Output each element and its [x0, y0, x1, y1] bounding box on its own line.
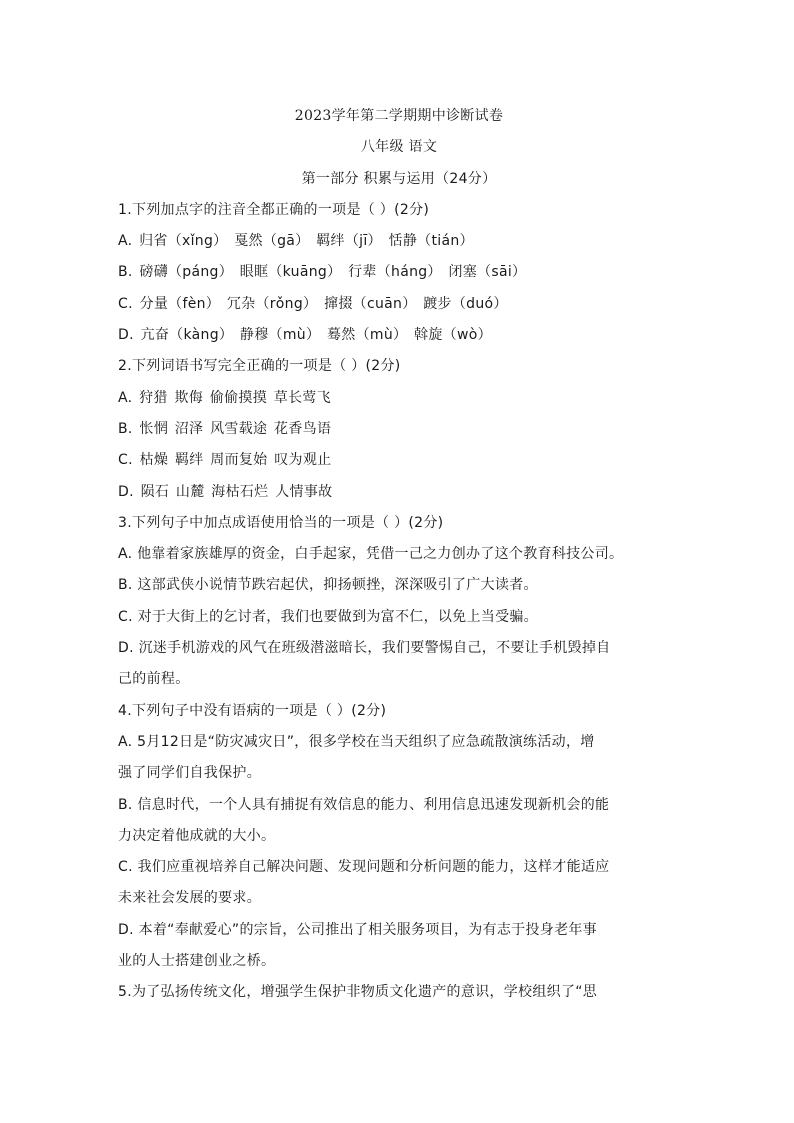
question-1-stem: 1.下列加点字的注音全都正确的一项是（ ）(2分)	[118, 201, 430, 218]
question-4-option-a-continued: 强了同学们自我保护。	[118, 765, 261, 782]
question-2-stem: 2.下列词语书写完全正确的一项是（ ）(2分)	[118, 358, 401, 375]
document-body	[118, 101, 680, 1009]
question-5-stem: 5.为了弘扬传统文化，增强学生保护非物质文化遗产的意识，学校组织了“思	[118, 984, 598, 1001]
question-2-option-a: A. 狩猎 欺侮 偷偷摸摸 草长莺飞	[118, 389, 331, 406]
question-3-option-a: A. 他靠着家族雄厚的资金，白手起家，凭借一己之力创办了这个教育科技公司。	[118, 546, 624, 563]
question-1-option-b: B. 磅礴（páng） 眼眶（kuāng） 行辈（háng） 闭塞（sāi）	[118, 264, 527, 281]
question-4-option-a: A. 5月12日是“防灾减灾日”，很多学校在当天组织了应急疏散演练活动，增	[118, 733, 595, 750]
section-heading: 第一部分 积累与运用（24分）	[301, 170, 497, 187]
question-3-option-d: D. 沉迷手机游戏的风气在班级潜滋暗长，我们要警惕自己，不要让手机毁掉自	[118, 640, 611, 657]
question-1-option-a: A. 归省（xǐng） 戛然（gā） 羁绊（jī） 恬静（tián）	[118, 233, 474, 250]
question-1-option-d: D. 亢奋（kàng） 静穆（mù） 蓦然（mù） 斡旋（wò）	[118, 327, 492, 344]
question-4-option-d: D. 本着“奉献爱心”的宗旨，公司推出了相关服务项目，为有志于投身老年事	[118, 921, 597, 938]
question-1-option-c: C. 分量（fèn） 冗杂（rǒng） 撺掇（cuān） 踱步（duó）	[118, 295, 508, 312]
question-4-option-c: C. 我们应重视培养自己解决问题、发现问题和分析问题的能力，这样才能适应	[118, 859, 610, 876]
question-4-stem: 4.下列句子中没有语病的一项是（ ）(2分)	[118, 702, 387, 719]
question-2-option-d: D. 陨石 山麓 海枯石烂 人情事故	[118, 483, 333, 500]
question-3-stem: 3.下列句子中加点成语使用恰当的一项是（ ）(2分)	[118, 514, 444, 531]
question-3-option-b: B. 这部武侠小说情节跌宕起伏，抑扬顿挫，深深吸引了广大读者。	[118, 577, 538, 594]
question-4-option-c-continued: 未来社会发展的要求。	[118, 890, 261, 907]
question-4-option-b: B. 信息时代，一个人具有捕捉有效信息的能力、利用信息迅速发现新机会的能	[118, 796, 610, 813]
exam-title: 2023学年第二学期期中诊断试卷	[294, 108, 504, 124]
question-4-option-d-continued: 业的人士搭建创业之桥。	[118, 953, 276, 970]
question-3-option-d-continued: 己的前程。	[118, 671, 190, 688]
question-4-option-b-continued: 力决定着他成就的大小。	[118, 827, 276, 844]
question-2-option-b: B. 怅惘 沼泽 风雪载途 花香鸟语	[118, 420, 332, 437]
question-3-option-c: C. 对于大街上的乞讨者，我们也要做到为富不仁，以免上当受骗。	[118, 608, 538, 625]
question-2-option-c: C. 枯燥 羁绊 周而复始 叹为观止	[118, 452, 332, 469]
grade-subject: 八年级 语文	[360, 139, 438, 156]
